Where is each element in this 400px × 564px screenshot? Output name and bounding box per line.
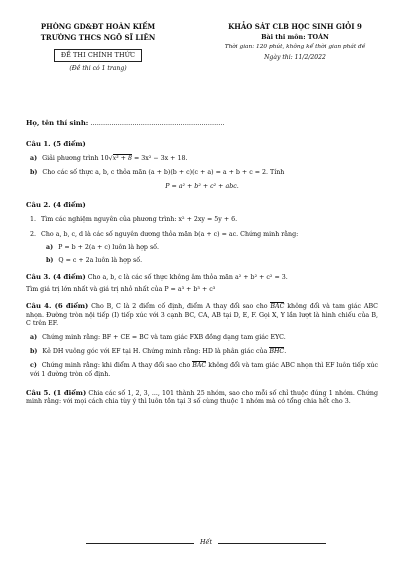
question-5-title: Câu 5. (1 điểm): [26, 388, 87, 397]
question-2-2: [26, 231, 378, 239]
question-5: [26, 389, 378, 406]
item-label: a): [46, 243, 54, 251]
end-marker: Hết: [199, 538, 213, 546]
item-label: 1.: [30, 216, 37, 224]
sqrt-symbol-icon: √: [108, 154, 113, 162]
student-name-label: Họ, tên thí sinh:: [26, 119, 89, 127]
question-1b-text: Cho các số thực a, b, c thỏa mãn (a + b)(b + c)(c + a) = a + b + c = 2. Tính: [42, 169, 285, 177]
question-3-text2: Tìm giá trị lớn nhất và giá trị nhỏ nhất của P = a³ + b³ + c³: [26, 286, 216, 294]
question-4-text-pre: Cho B, C là 2 điểm cố định, điểm A thay đổi sao cho: [88, 303, 271, 311]
footer-divider-right: [218, 543, 326, 544]
question-2-1-text: Tìm các nghiệm nguyên của phương trình: x² + 2xy = 5y + 6.: [41, 216, 238, 224]
student-name-line: [26, 119, 225, 128]
question-4b-text-post: .: [284, 348, 287, 356]
item-label: b): [30, 169, 38, 177]
question-1b-formula: P = a² + b² + c² + abc.: [165, 183, 239, 191]
official-exam-badge: ĐỀ THI CHÍNH THỨC: [54, 49, 142, 61]
question-2-2b-text: Q = c + 2a luôn là hợp số.: [58, 256, 143, 264]
question-3-title: Câu 3. (4 điểm): [26, 273, 86, 282]
question-4b: [26, 348, 378, 356]
question-5-text: Chia các số 1, 2, 3, ..., 101 thành 25 nhóm, sao cho mỗi số chỉ thuộc đúng 1 nhóm. Chứng minh rằng: với mọi cách chia tùy ý thì luôn tồn tại 3 số cùng thuộc 1 nhóm mà có tổng chia hết cho 3.: [26, 389, 378, 405]
item-label: a): [30, 154, 38, 162]
question-1b: [26, 169, 378, 177]
question-2-2b: [26, 257, 378, 265]
question-4a-text: Chứng minh rằng: BF + CE = BC và tam giác FXB đồng dạng tam giác EYC.: [42, 334, 286, 341]
header-right: [212, 22, 378, 62]
exam-title: KHẢO SÁT CLB HỌC SINH GIỎI 9: [228, 22, 362, 31]
question-2-2a: [26, 244, 378, 252]
question-4a: [26, 334, 378, 342]
question-4c-text-pre: Chứng minh rằng: khi điểm A thay đổi sao cho: [41, 362, 193, 370]
item-label: b): [46, 256, 54, 264]
question-1a-text-post: = 3x² − 3x + 18.: [131, 154, 188, 162]
exam-content: [26, 130, 378, 406]
question-1a-text-pre: Giải phương trình 10: [42, 154, 109, 162]
item-label: a): [30, 334, 38, 341]
angle-bhc: BHC: [269, 348, 285, 356]
exam-date: Ngày thi: 11/2/2022: [264, 53, 326, 61]
question-1: [26, 140, 378, 191]
item-label: c): [30, 362, 37, 370]
item-label: 2.: [30, 230, 37, 238]
question-4: [26, 302, 378, 328]
header-left: [32, 22, 164, 72]
question-2-2a-text: P = b + 2(a + c) luôn là hợp số.: [58, 243, 160, 251]
question-2-1: [26, 216, 378, 224]
page-count-note: (Đề thi có 1 trang): [69, 64, 127, 72]
question-4c: [26, 362, 378, 378]
item-label: b): [30, 348, 38, 356]
question-4-title: Câu 4. (6 điểm): [26, 302, 89, 311]
exam-footer: [26, 538, 378, 550]
angle-bac: BAC: [192, 362, 207, 370]
student-name-dots: ................................................................: [90, 119, 225, 127]
exam-duration: Thời gian: 120 phút, không kể thời gian phát đề: [224, 44, 366, 51]
exam-page: [26, 22, 378, 552]
question-1a: [26, 155, 378, 163]
question-4c-text-post: không đổi và tam giác ABC nhọn thì EF luôn tiếp xúc với 1 đường tròn cố định.: [30, 362, 378, 378]
footer-divider-left: [86, 543, 194, 544]
exam-subject: Bài thi môn: TOÁN: [261, 33, 329, 42]
department-name: PHÒNG GD&ĐT HOÀN KIẾM: [40, 22, 156, 31]
question-3-text: Cho a, b, c là các số thực không âm thỏa mãn a² + b² + c² = 3.: [85, 274, 288, 282]
radicand: x³ + 8: [112, 154, 132, 162]
question-1-title: Câu 1. (5 điểm): [26, 140, 86, 148]
question-3: [26, 273, 378, 294]
question-4b-text-pre: Kẻ DH vuông góc với EF tại H. Chứng minh rằng: HD là phân giác của: [42, 348, 270, 356]
angle-bac: BAC: [270, 303, 285, 311]
question-2-title: Câu 2. (4 điểm): [26, 201, 86, 210]
question-2-2-text: Cho a, b, c, d là các số nguyên dương thỏa mãn b(a + c) = ac. Chứng minh rằng:: [41, 230, 299, 238]
question-4-text-post: không đổi và tam giác ABC nhọn. Đường tròn nội tiếp (I) tiếp xúc với 3 cạnh BC, CA, AB tại D, E, F. Gọi X, Y lần lượt là hình chiếu của B, C trên EF.: [26, 303, 379, 327]
school-name: TRƯỜNG THCS NGÔ SĨ LIÊN: [40, 33, 156, 43]
question-2: [26, 201, 378, 265]
